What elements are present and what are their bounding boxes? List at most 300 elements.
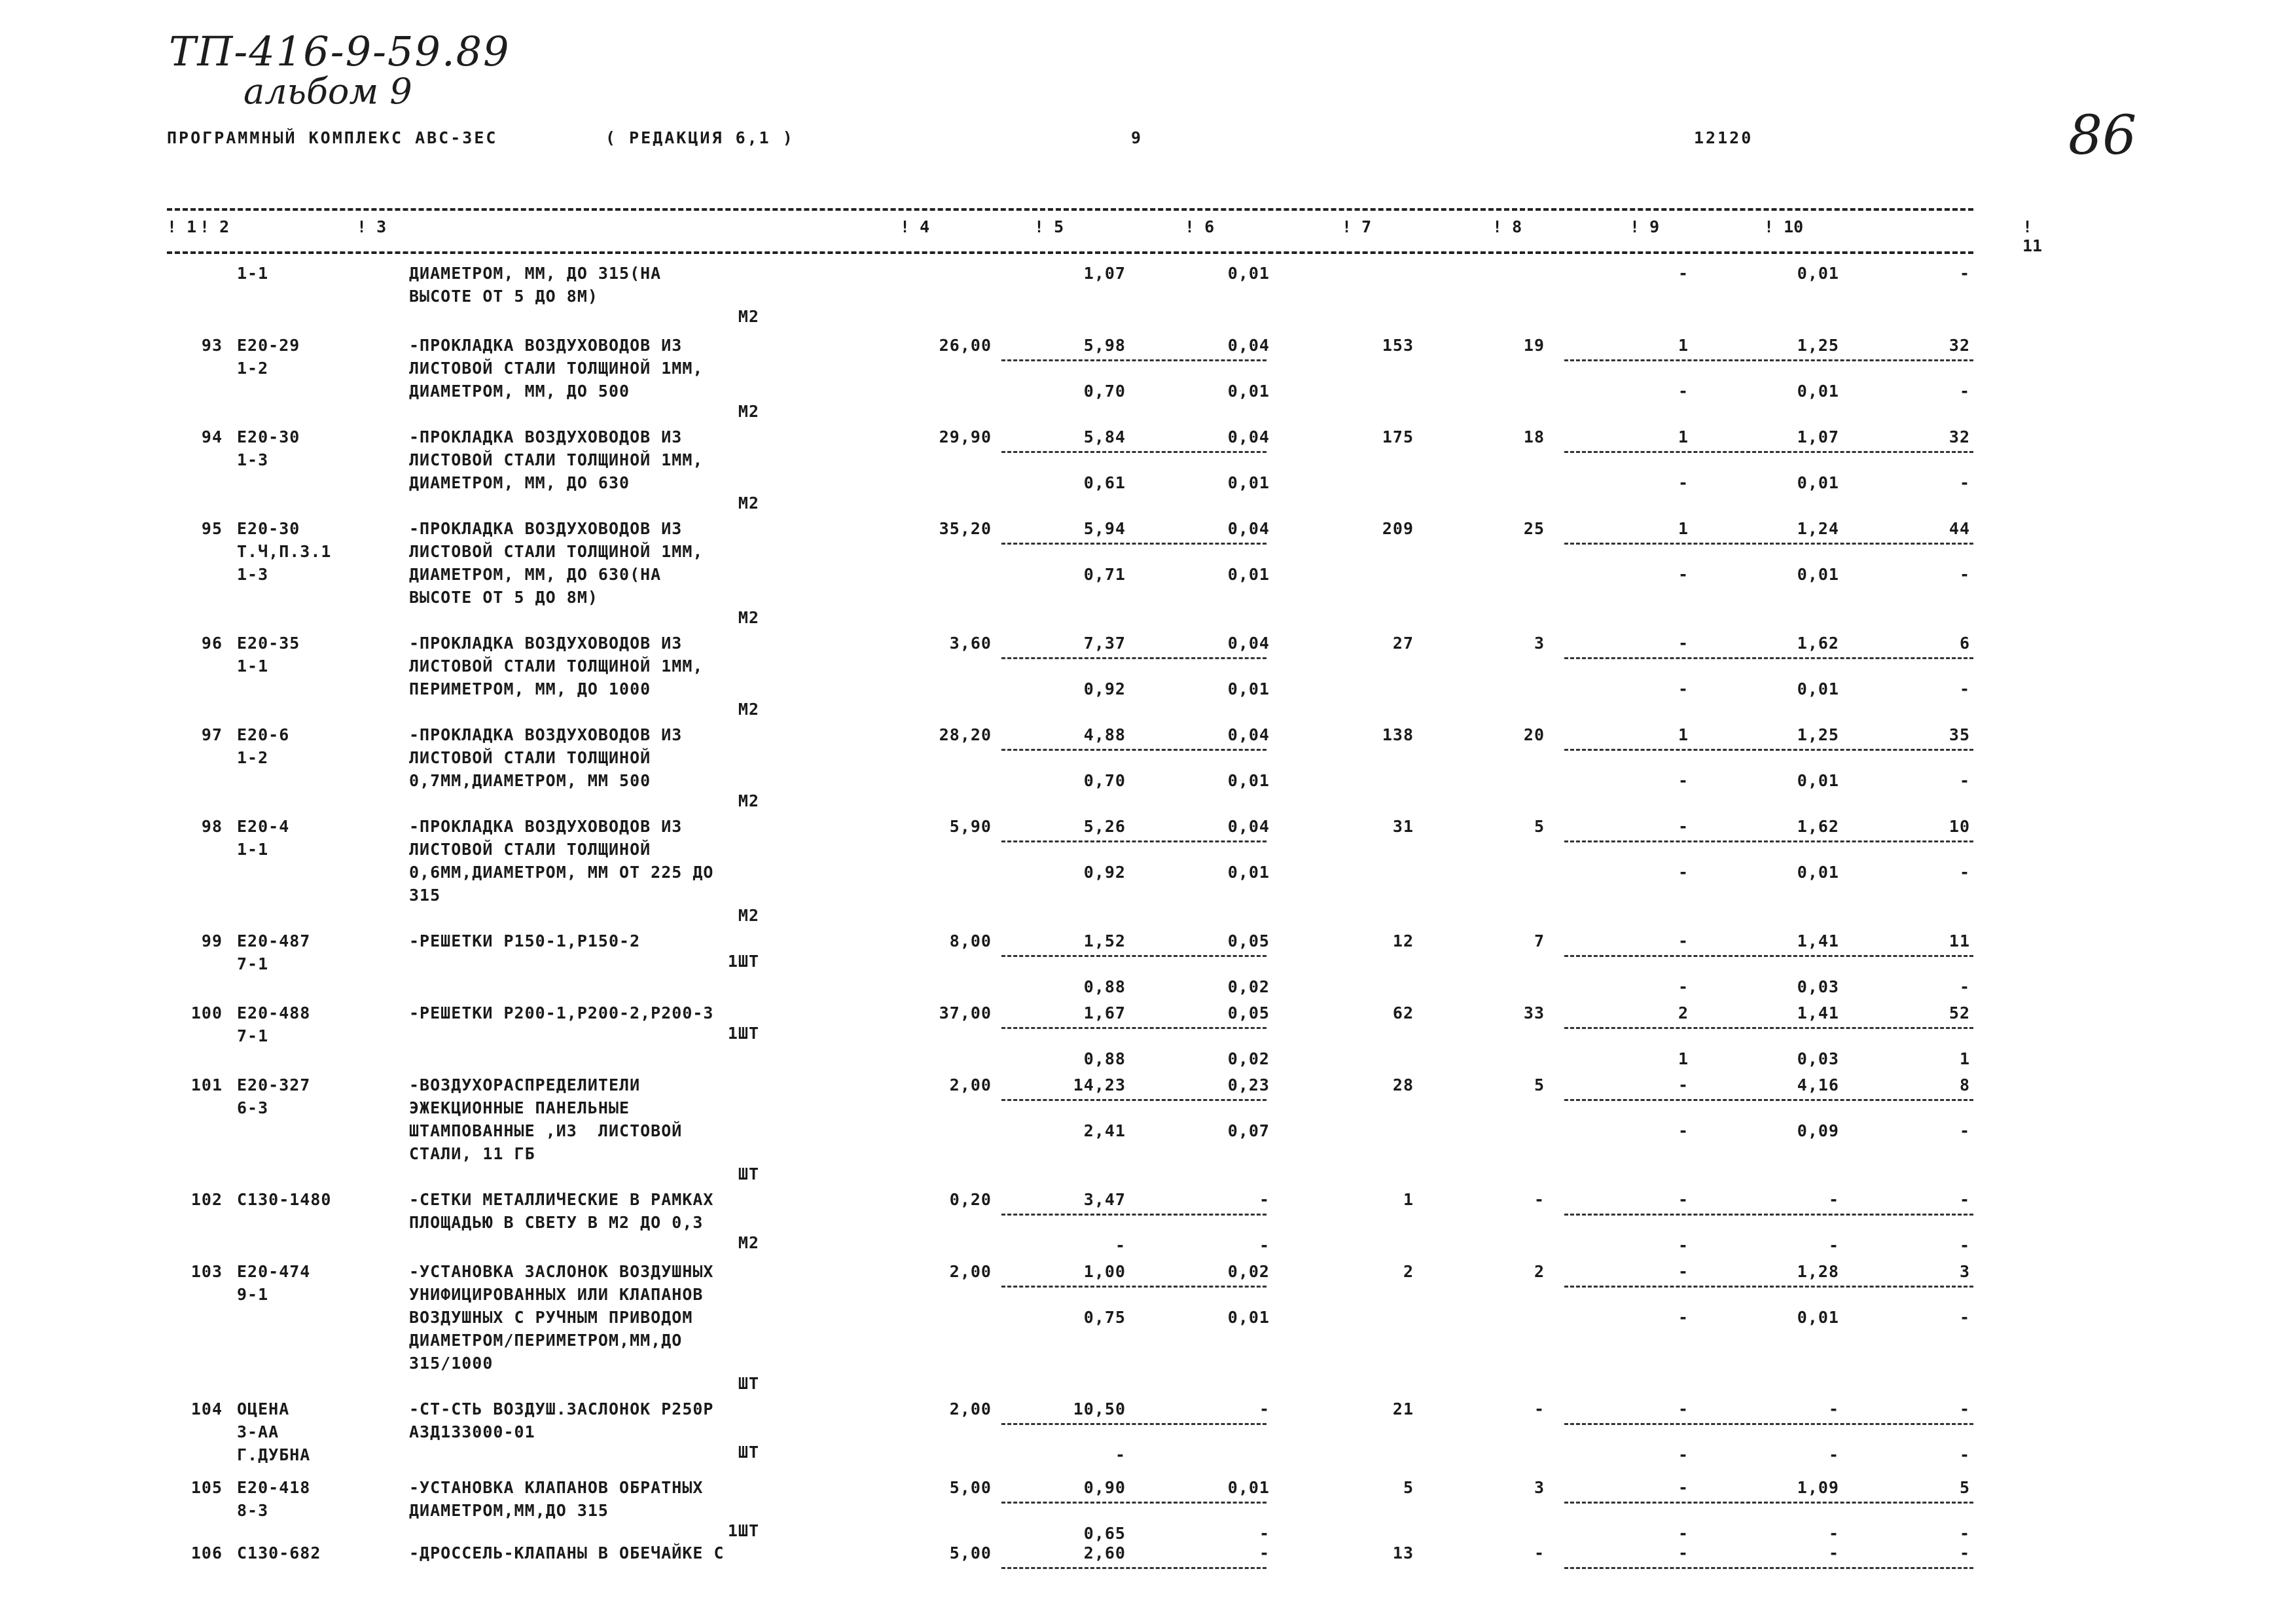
row-number: 101 xyxy=(190,1075,223,1094)
col5-value: 3,47 xyxy=(1083,1190,1126,1209)
row-unit: М2 xyxy=(738,1233,759,1252)
col11-value: 10 xyxy=(1949,817,1970,836)
col5-sub-value: 0,61 xyxy=(1083,473,1126,492)
col11-sub-value: - xyxy=(1959,1524,1970,1543)
col9-sub-value: - xyxy=(1678,1236,1689,1255)
row-unit: 1ШТ xyxy=(727,1024,759,1043)
row-unit: 1ШТ xyxy=(727,1521,759,1540)
row-code: 1-1 xyxy=(237,264,269,283)
row-code: 9-1 xyxy=(237,1285,269,1304)
row-description: СТАЛИ, 11 ГБ xyxy=(409,1144,535,1163)
col5-sub-value: 2,41 xyxy=(1083,1121,1126,1140)
col5-value: 1,67 xyxy=(1083,1003,1126,1022)
col6-value: 0,04 xyxy=(1227,336,1270,355)
row-number: 96 xyxy=(201,634,223,653)
col6-sub-value: 0,01 xyxy=(1227,771,1270,790)
col9-value: 1 xyxy=(1678,725,1689,744)
col6-sub-value: 0,01 xyxy=(1227,679,1270,698)
cell-divider xyxy=(1564,1567,1973,1569)
col7-value: 175 xyxy=(1382,427,1414,446)
row-unit: М2 xyxy=(738,906,759,925)
handwritten-doc-number: ТП-416-9-59.89 xyxy=(169,27,511,75)
row-code: 1-3 xyxy=(237,450,269,469)
col10-sub-value: 0,01 xyxy=(1797,264,1839,283)
col9-sub-value: - xyxy=(1678,771,1689,790)
col10-value: 1,25 xyxy=(1797,725,1839,744)
col5-value: 5,84 xyxy=(1083,427,1126,446)
row-description: -ПРОКЛАДКА ВОЗДУХОВОДОВ ИЗ xyxy=(409,519,683,538)
cell-divider xyxy=(1001,359,1266,361)
col9-value: - xyxy=(1678,931,1689,950)
col6-sub-value: 0,01 xyxy=(1227,1308,1270,1327)
row-description: -СЕТКИ МЕТАЛЛИЧЕСКИЕ В РАМКАХ xyxy=(409,1190,714,1209)
row-description: ПЛОЩАДЬЮ В СВЕТУ В М2 ДО 0,3 xyxy=(409,1213,704,1232)
row-description: ЛИСТОВОЙ СТАЛИ ТОЛЩИНОЙ 1ММ, xyxy=(409,542,704,561)
row-description: ПЕРИМЕТРОМ, ММ, ДО 1000 xyxy=(409,679,651,698)
column-header-10: ! 10 xyxy=(1764,217,1804,236)
col4-value: 3,60 xyxy=(949,634,992,653)
col10-value: 1,24 xyxy=(1797,519,1839,538)
col10-value: - xyxy=(1828,1190,1839,1209)
row-code: 1-2 xyxy=(237,748,269,767)
row-number: 104 xyxy=(190,1399,223,1418)
row-code: Е20-487 xyxy=(237,931,311,950)
row-code: 1-1 xyxy=(237,840,269,859)
col4-value: 0,20 xyxy=(949,1190,992,1209)
col10-value: 1,41 xyxy=(1797,931,1839,950)
row-description: -ПРОКЛАДКА ВОЗДУХОВОДОВ ИЗ xyxy=(409,817,683,836)
cell-divider xyxy=(1564,1286,1973,1288)
col10-value: 4,16 xyxy=(1797,1075,1839,1094)
col11-sub-value: - xyxy=(1959,382,1970,401)
col5-value: 2,60 xyxy=(1083,1543,1126,1562)
col6-sub-value: - xyxy=(1259,1236,1270,1255)
row-description: АЗД133000-01 xyxy=(409,1422,535,1441)
row-description: ЭЖЕКЦИОННЫЕ ПАНЕЛЬНЫЕ xyxy=(409,1098,630,1117)
col11-sub-value: - xyxy=(1959,771,1970,790)
col7-value: 2 xyxy=(1403,1262,1414,1281)
row-description: ДИАМЕТРОМ, ММ, ДО 630(НА xyxy=(409,565,662,584)
col11-value: 52 xyxy=(1949,1003,1970,1022)
row-code: 7-1 xyxy=(237,954,269,973)
row-unit: М2 xyxy=(738,791,759,810)
col5-value: 14,23 xyxy=(1073,1075,1126,1094)
col5-sub-value: 0,70 xyxy=(1083,382,1126,401)
col10-value: 1,62 xyxy=(1797,817,1839,836)
col10-sub-value: - xyxy=(1828,1524,1839,1543)
col10-value: - xyxy=(1828,1399,1839,1418)
column-header-8: ! 8 xyxy=(1492,217,1522,236)
cell-divider xyxy=(1564,1099,1973,1101)
col5-sub-value: 0,88 xyxy=(1083,1049,1126,1068)
row-description: -ПРОКЛАДКА ВОЗДУХОВОДОВ ИЗ xyxy=(409,725,683,744)
cell-divider xyxy=(1564,749,1973,751)
row-unit: М2 xyxy=(738,608,759,627)
col11-value: 32 xyxy=(1949,427,1970,446)
col10-value: 1,41 xyxy=(1797,1003,1839,1022)
col6-sub-value: 0,01 xyxy=(1227,382,1270,401)
handwritten-album: альбом 9 xyxy=(243,71,412,112)
cell-divider xyxy=(1564,1423,1973,1425)
col7-value: 5 xyxy=(1403,1478,1414,1497)
col9-sub-value: - xyxy=(1678,565,1689,584)
col8-value: - xyxy=(1534,1399,1545,1418)
column-header-7: ! 7 xyxy=(1342,217,1372,236)
col10-value: 1,07 xyxy=(1797,427,1839,446)
col8-value: 3 xyxy=(1534,634,1545,653)
col9-value: - xyxy=(1678,634,1689,653)
col9-sub-value: - xyxy=(1678,1308,1689,1327)
col5-value: 5,94 xyxy=(1083,519,1126,538)
cell-divider xyxy=(1001,1502,1266,1504)
col6-value: 0,04 xyxy=(1227,817,1270,836)
cell-divider xyxy=(1001,955,1266,957)
col9-sub-value: 1 xyxy=(1678,1049,1689,1068)
col4-value: 5,90 xyxy=(949,817,992,836)
col11-value: - xyxy=(1959,1543,1970,1562)
col8-value: 2 xyxy=(1534,1262,1545,1281)
row-description: -ДРОССЕЛЬ-КЛАПАНЫ В ОБЕЧАЙКЕ С xyxy=(409,1543,725,1562)
row-description: -УСТАНОВКА КЛАПАНОВ ОБРАТНЫХ xyxy=(409,1478,704,1497)
col6-value: 0,01 xyxy=(1227,1478,1270,1497)
col11-sub-value: - xyxy=(1959,679,1970,698)
row-description: ВЫСОТЕ ОТ 5 ДО 8М) xyxy=(409,588,598,607)
col4-value: 28,20 xyxy=(939,725,992,744)
col5-value: 5,26 xyxy=(1083,817,1126,836)
col9-value: - xyxy=(1678,1543,1689,1562)
col11-sub-value: - xyxy=(1959,264,1970,283)
col9-sub-value: - xyxy=(1678,679,1689,698)
row-description: 315 xyxy=(409,886,441,905)
col10-value: - xyxy=(1828,1543,1839,1562)
col7-value: 153 xyxy=(1382,336,1414,355)
col5-value: 5,98 xyxy=(1083,336,1126,355)
row-code: Е20-35 xyxy=(237,634,300,653)
row-code: 6-3 xyxy=(237,1098,269,1117)
col8-value: - xyxy=(1534,1190,1545,1209)
col4-value: 2,00 xyxy=(949,1399,992,1418)
col5-sub-value: 0,75 xyxy=(1083,1308,1126,1327)
column-header-6: ! 6 xyxy=(1185,217,1215,236)
col5-value: 7,37 xyxy=(1083,634,1126,653)
row-code: Е20-327 xyxy=(237,1075,311,1094)
col6-sub-value: 0,02 xyxy=(1227,1049,1270,1068)
col6-sub-value: 0,07 xyxy=(1227,1121,1270,1140)
cell-divider xyxy=(1564,543,1973,545)
cell-divider xyxy=(1001,1214,1266,1216)
row-code: Е20-474 xyxy=(237,1262,311,1281)
row-number: 103 xyxy=(190,1262,223,1281)
cell-divider xyxy=(1001,657,1266,659)
col6-sub-value: 0,01 xyxy=(1227,863,1270,882)
row-code: Е20-6 xyxy=(237,725,290,744)
col6-sub-value: 0,01 xyxy=(1227,473,1270,492)
column-header-9: ! 9 xyxy=(1630,217,1660,236)
row-number: 102 xyxy=(190,1190,223,1209)
col8-value: 18 xyxy=(1523,427,1545,446)
row-description: ЛИСТОВОЙ СТАЛИ ТОЛЩИНОЙ 1ММ, xyxy=(409,359,704,378)
col6-value: 0,05 xyxy=(1227,1003,1270,1022)
col7-value: 31 xyxy=(1392,817,1414,836)
row-description: ШТАМПОВАННЫЕ ,ИЗ ЛИСТОВОЙ xyxy=(409,1121,683,1140)
row-code: ОЦЕНА xyxy=(237,1399,290,1418)
col4-value: 2,00 xyxy=(949,1262,992,1281)
header-number: 9 xyxy=(1131,128,1143,147)
col11-value: 11 xyxy=(1949,931,1970,950)
cell-divider xyxy=(1564,451,1973,453)
col11-sub-value: - xyxy=(1959,1308,1970,1327)
cell-divider xyxy=(1001,543,1266,545)
row-code: Е20-30 xyxy=(237,519,300,538)
col5-sub-value: 0,71 xyxy=(1083,565,1126,584)
row-number: 95 xyxy=(201,519,223,538)
row-description: ЛИСТОВОЙ СТАЛИ ТОЛЩИНОЙ 1ММ, xyxy=(409,657,704,676)
row-number: 105 xyxy=(190,1478,223,1497)
col9-sub-value: - xyxy=(1678,977,1689,996)
col11-sub-value: - xyxy=(1959,863,1970,882)
col10-sub-value: 0,09 xyxy=(1797,1121,1839,1140)
col11-value: 8 xyxy=(1959,1075,1970,1094)
col10-sub-value: 0,01 xyxy=(1797,473,1839,492)
row-code: Г.ДУБНА xyxy=(237,1445,311,1464)
row-unit: М2 xyxy=(738,494,759,513)
col4-value: 37,00 xyxy=(939,1003,992,1022)
cell-divider xyxy=(1001,1286,1266,1288)
col9-value: 1 xyxy=(1678,427,1689,446)
col10-value: 1,09 xyxy=(1797,1478,1839,1497)
col4-value: 2,00 xyxy=(949,1075,992,1094)
row-code: Е20-488 xyxy=(237,1003,311,1022)
col8-value: 25 xyxy=(1523,519,1545,538)
col8-value: 3 xyxy=(1534,1478,1545,1497)
col7-value: 21 xyxy=(1392,1399,1414,1418)
handwritten-page-number: 86 xyxy=(2068,105,2137,167)
col7-value: 138 xyxy=(1382,725,1414,744)
row-unit: М2 xyxy=(738,700,759,719)
row-unit: 1ШТ xyxy=(727,952,759,971)
col9-value: - xyxy=(1678,1478,1689,1497)
row-code: 3-АА xyxy=(237,1422,279,1441)
row-description: -СТ-СТЬ ВОЗДУШ.ЗАСЛОНОК Р250Р xyxy=(409,1399,714,1418)
col11-sub-value: - xyxy=(1959,1236,1970,1255)
col7-value: 1 xyxy=(1403,1190,1414,1209)
row-unit: М2 xyxy=(738,307,759,326)
col6-sub-value: 0,02 xyxy=(1227,977,1270,996)
col11-sub-value: - xyxy=(1959,565,1970,584)
col10-sub-value: 0,01 xyxy=(1797,771,1839,790)
col5-sub-value: 0,70 xyxy=(1083,771,1126,790)
col11-value: 6 xyxy=(1959,634,1970,653)
col6-value: - xyxy=(1259,1543,1270,1562)
row-description: ВЫСОТЕ ОТ 5 ДО 8М) xyxy=(409,287,598,306)
program-title: ПРОГРАММНЫЙ КОМПЛЕКС АВС-ЗЕС xyxy=(167,128,498,147)
col11-value: - xyxy=(1959,1190,1970,1209)
row-code: 1-3 xyxy=(237,565,269,584)
col6-value: 0,04 xyxy=(1227,427,1270,446)
col6-value: 0,04 xyxy=(1227,519,1270,538)
col10-value: 1,62 xyxy=(1797,634,1839,653)
col6-value: 0,04 xyxy=(1227,725,1270,744)
col9-value: 1 xyxy=(1678,519,1689,538)
column-header-2: ! 2 xyxy=(200,217,230,236)
col5-value: 1,07 xyxy=(1083,264,1126,283)
row-description: -ВОЗДУХОРАСПРЕДЕЛИТЕЛИ xyxy=(409,1075,641,1094)
col9-sub-value: - xyxy=(1678,863,1689,882)
column-header-1: ! 1 xyxy=(167,217,197,236)
col5-value: 1,52 xyxy=(1083,931,1126,950)
row-number: 98 xyxy=(201,817,223,836)
col9-value: 1 xyxy=(1678,336,1689,355)
cell-divider xyxy=(1001,1423,1266,1425)
row-description: ВОЗДУШНЫХ С РУЧНЫМ ПРИВОДОМ xyxy=(409,1308,693,1327)
row-description: ЛИСТОВОЙ СТАЛИ ТОЛЩИНОЙ xyxy=(409,840,651,859)
cell-divider xyxy=(1001,749,1266,751)
col8-value: - xyxy=(1534,1543,1545,1562)
col10-sub-value: - xyxy=(1828,1236,1839,1255)
row-description: -РЕШЕТКИ Р150-1,Р150-2 xyxy=(409,931,641,950)
col7-value: 209 xyxy=(1382,519,1414,538)
cell-divider xyxy=(1564,1027,1973,1029)
row-description: 315/1000 xyxy=(409,1354,494,1373)
col9-sub-value: - xyxy=(1678,382,1689,401)
col10-sub-value: - xyxy=(1828,1445,1839,1464)
col9-sub-value: - xyxy=(1678,264,1689,283)
row-description: 0,7ММ,ДИАМЕТРОМ, ММ 500 xyxy=(409,771,651,790)
col4-value: 5,00 xyxy=(949,1478,992,1497)
row-unit: ШТ xyxy=(738,1443,759,1462)
col4-value: 26,00 xyxy=(939,336,992,355)
col10-value: 1,25 xyxy=(1797,336,1839,355)
col4-value: 8,00 xyxy=(949,931,992,950)
row-code: С130-682 xyxy=(237,1543,321,1562)
col6-value: 0,01 xyxy=(1227,264,1270,283)
col6-value: 0,04 xyxy=(1227,634,1270,653)
col11-sub-value: - xyxy=(1959,1445,1970,1464)
col5-sub-value: - xyxy=(1115,1445,1126,1464)
row-description: ДИАМЕТРОМ, ММ, ДО 500 xyxy=(409,382,630,401)
cell-divider xyxy=(1001,451,1266,453)
col11-value: 44 xyxy=(1949,519,1970,538)
col6-value: - xyxy=(1259,1190,1270,1209)
col5-sub-value: 0,65 xyxy=(1083,1524,1126,1543)
row-description: ДИАМЕТРОМ, ММ, ДО 630 xyxy=(409,473,630,492)
col11-sub-value: - xyxy=(1959,1121,1970,1140)
col9-value: - xyxy=(1678,1190,1689,1209)
col10-sub-value: 0,01 xyxy=(1797,382,1839,401)
cell-divider xyxy=(1564,1502,1973,1504)
col8-value: 19 xyxy=(1523,336,1545,355)
row-code: Т.Ч,П.3.1 xyxy=(237,542,332,561)
row-unit: ШТ xyxy=(738,1164,759,1183)
col9-sub-value: - xyxy=(1678,1524,1689,1543)
row-code: 1-2 xyxy=(237,359,269,378)
row-description: -ПРОКЛАДКА ВОЗДУХОВОДОВ ИЗ xyxy=(409,336,683,355)
col4-value: 35,20 xyxy=(939,519,992,538)
cell-divider xyxy=(1564,1214,1973,1216)
col6-value: 0,05 xyxy=(1227,931,1270,950)
column-header-4: ! 4 xyxy=(900,217,930,236)
row-description: -ПРОКЛАДКА ВОЗДУХОВОДОВ ИЗ xyxy=(409,634,683,653)
cell-divider xyxy=(1564,657,1973,659)
cell-divider xyxy=(1001,1027,1266,1029)
row-code: Е20-29 xyxy=(237,336,300,355)
col10-sub-value: 0,01 xyxy=(1797,863,1839,882)
row-number: 99 xyxy=(201,931,223,950)
col9-value: - xyxy=(1678,1262,1689,1281)
col9-sub-value: - xyxy=(1678,1445,1689,1464)
col5-value: 4,88 xyxy=(1083,725,1126,744)
cell-divider xyxy=(1564,840,1973,842)
row-code: 1-1 xyxy=(237,657,269,676)
col9-sub-value: - xyxy=(1678,473,1689,492)
edition-label: ( РЕДАКЦИЯ 6,1 ) xyxy=(605,128,795,147)
row-description: 0,6ММ,ДИАМЕТРОМ, ММ ОТ 225 ДО xyxy=(409,863,714,882)
col8-value: 5 xyxy=(1534,817,1545,836)
col9-sub-value: - xyxy=(1678,1121,1689,1140)
col7-value: 13 xyxy=(1392,1543,1414,1562)
row-description: ДИАМЕТРОМ,ММ,ДО 315 xyxy=(409,1501,609,1520)
row-description: ЛИСТОВОЙ СТАЛИ ТОЛЩИНОЙ xyxy=(409,748,651,767)
col4-value: 29,90 xyxy=(939,427,992,446)
col9-value: - xyxy=(1678,817,1689,836)
col7-value: 28 xyxy=(1392,1075,1414,1094)
row-description: ДИАМЕТРОМ/ПЕРИМЕТРОМ,ММ,ДО xyxy=(409,1331,683,1350)
row-code: Е20-4 xyxy=(237,817,290,836)
col4-value: 5,00 xyxy=(949,1543,992,1562)
col9-value: - xyxy=(1678,1399,1689,1418)
row-code: 7-1 xyxy=(237,1026,269,1045)
col5-value: 1,00 xyxy=(1083,1262,1126,1281)
col11-value: 32 xyxy=(1949,336,1970,355)
col10-value: 1,28 xyxy=(1797,1262,1839,1281)
col9-value: 2 xyxy=(1678,1003,1689,1022)
cell-divider xyxy=(1001,1099,1266,1101)
row-code: 8-3 xyxy=(237,1501,269,1520)
col10-sub-value: 0,01 xyxy=(1797,565,1839,584)
row-number: 93 xyxy=(201,336,223,355)
col5-sub-value: - xyxy=(1115,1236,1126,1255)
col7-value: 27 xyxy=(1392,634,1414,653)
col10-sub-value: 0,01 xyxy=(1797,679,1839,698)
row-number: 106 xyxy=(190,1543,223,1562)
column-header-11: ! 11 xyxy=(2022,217,2043,255)
col6-value: - xyxy=(1259,1399,1270,1418)
col11-sub-value: 1 xyxy=(1959,1049,1970,1068)
col10-sub-value: 0,01 xyxy=(1797,1308,1839,1327)
row-description: -УСТАНОВКА ЗАСЛОНОК ВОЗДУШНЫХ xyxy=(409,1262,714,1281)
row-description: УНИФИЦИРОВАННЫХ ИЛИ КЛАПАНОВ xyxy=(409,1285,704,1304)
col11-value: - xyxy=(1959,1399,1970,1418)
col6-sub-value: 0,01 xyxy=(1227,565,1270,584)
col7-value: 12 xyxy=(1392,931,1414,950)
col8-value: 5 xyxy=(1534,1075,1545,1094)
row-number: 100 xyxy=(190,1003,223,1022)
col11-value: 35 xyxy=(1949,725,1970,744)
column-header-5: ! 5 xyxy=(1034,217,1064,236)
row-code: С130-1480 xyxy=(237,1190,332,1209)
col8-value: 7 xyxy=(1534,931,1545,950)
col6-value: 0,02 xyxy=(1227,1262,1270,1281)
col5-sub-value: 0,88 xyxy=(1083,977,1126,996)
col11-sub-value: - xyxy=(1959,473,1970,492)
col9-value: - xyxy=(1678,1075,1689,1094)
col11-value: 3 xyxy=(1959,1262,1970,1281)
row-description: ДИАМЕТРОМ, ММ, ДО 315(НА xyxy=(409,264,662,283)
header-code: 12120 xyxy=(1694,128,1753,147)
row-description: -РЕШЕТКИ Р200-1,Р200-2,Р200-3 xyxy=(409,1003,714,1022)
row-description: -ПРОКЛАДКА ВОЗДУХОВОДОВ ИЗ xyxy=(409,427,683,446)
col5-sub-value: 0,92 xyxy=(1083,863,1126,882)
